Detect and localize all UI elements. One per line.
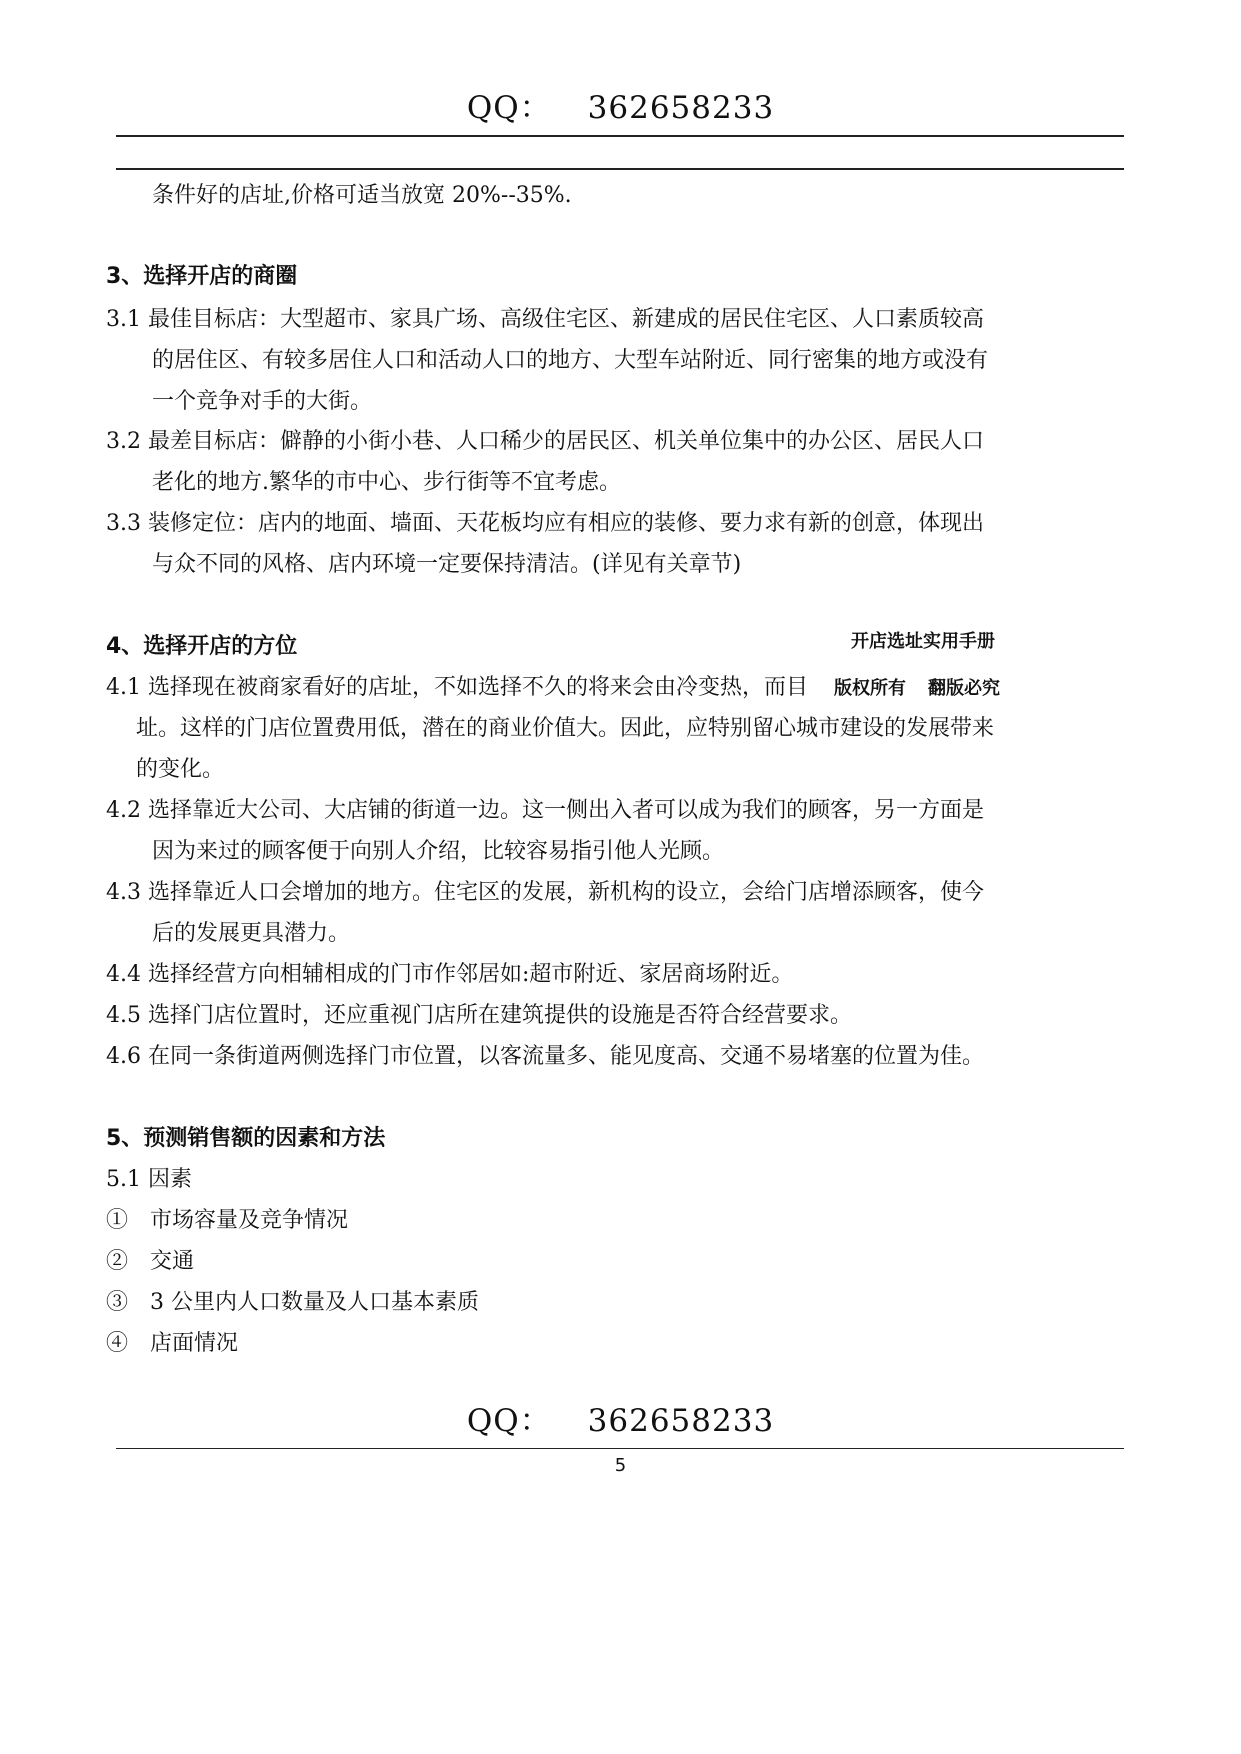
body-line: 老化的地方.繁华的市中心、步行街等不宜考虑。 xyxy=(152,470,621,495)
body-line: 4.1 选择现在被商家看好的店址，不如选择不久的将来会由冷变热，而目 xyxy=(106,675,808,700)
footer-qq-label: QQ： xyxy=(466,1403,552,1439)
body-line: 3.1 最佳目标店：大型超市、家具广场、高级住宅区、新建成的居民住宅区、人口素质较高 xyxy=(106,307,984,332)
page-number: 5 xyxy=(614,1455,627,1476)
footer-qq-number: 362658233 xyxy=(587,1403,775,1439)
body-line: 的变化。 xyxy=(136,757,225,782)
body-line: 址。这样的门店位置费用低，潜在的商业价值大。因此，应特别留心城市建设的发展带来 xyxy=(136,716,995,741)
header-rule-bottom xyxy=(116,168,1124,170)
body-line: 3.2 最差目标店：僻静的小街小巷、人口稀少的居民区、机关单位集中的办公区、居民人口 xyxy=(106,429,984,454)
section-heading-3: 3、选择开店的商圈 xyxy=(106,264,298,289)
list-item: ② 交通 xyxy=(106,1249,195,1274)
body-line: 一个竞争对手的大街。 xyxy=(152,389,373,414)
body-line: 4.4 选择经营方向相辅相成的门市作邻居如:超市附近、家居商场附近。 xyxy=(106,962,794,987)
stamp-title: 开店选址实用手册 xyxy=(851,631,995,652)
body-line: 条件好的店址,价格可适当放宽 20%--35%. xyxy=(152,183,572,208)
body-line: 后的发展更具潜力。 xyxy=(152,921,351,946)
section-heading-4: 4、选择开店的方位 xyxy=(106,634,298,659)
body-line: 4.5 选择门店位置时，还应重视门店所在建筑提供的设施是否符合经营要求。 xyxy=(106,1003,852,1028)
body-line: 5.1 因素 xyxy=(106,1167,192,1192)
body-line: 因为来过的顾客便于向别人介绍，比较容易指引他人光顾。 xyxy=(152,839,725,864)
header-qq-label: QQ： xyxy=(466,90,552,126)
stamp-copyright xyxy=(830,674,1000,700)
body-line: 的居住区、有较多居住人口和活动人口的地方、大型车站附近、同行密集的地方或没有 xyxy=(152,348,989,373)
stamp-right: 翻版必究 xyxy=(928,678,1000,699)
body-line: 4.3 选择靠近人口会增加的地方。住宅区的发展，新机构的设立，会给门店增添顾客，使今 xyxy=(106,880,984,905)
body-line: 3.3 装修定位：店内的地面、墙面、天花板均应有相应的装修、要力求有新的创意，体现出 xyxy=(106,511,984,536)
page-header xyxy=(0,82,1241,127)
list-item: ④ 店面情况 xyxy=(106,1331,239,1356)
body-line: 与众不同的风格、店内环境一定要保持清洁。(详见有关章节) xyxy=(152,552,742,577)
page-footer xyxy=(0,1395,1241,1440)
footer-rule xyxy=(116,1448,1124,1449)
list-item: ① 市场容量及竞争情况 xyxy=(106,1208,349,1233)
header-qq-number: 362658233 xyxy=(587,90,775,126)
stamp-left: 版权所有 xyxy=(834,678,906,699)
list-item: ③ 3 公里内人口数量及人口基本素质 xyxy=(106,1290,479,1315)
body-line: 4.2 选择靠近大公司、大店铺的街道一边。这一侧出入者可以成为我们的顾客，另一方面是 xyxy=(106,798,984,823)
body-line: 4.6 在同一条街道两侧选择门市位置，以客流量多、能见度高、交通不易堵塞的位置为佳。 xyxy=(106,1044,984,1069)
section-heading-5: 5、预测销售额的因素和方法 xyxy=(106,1126,386,1151)
header-rule-top xyxy=(116,135,1124,137)
